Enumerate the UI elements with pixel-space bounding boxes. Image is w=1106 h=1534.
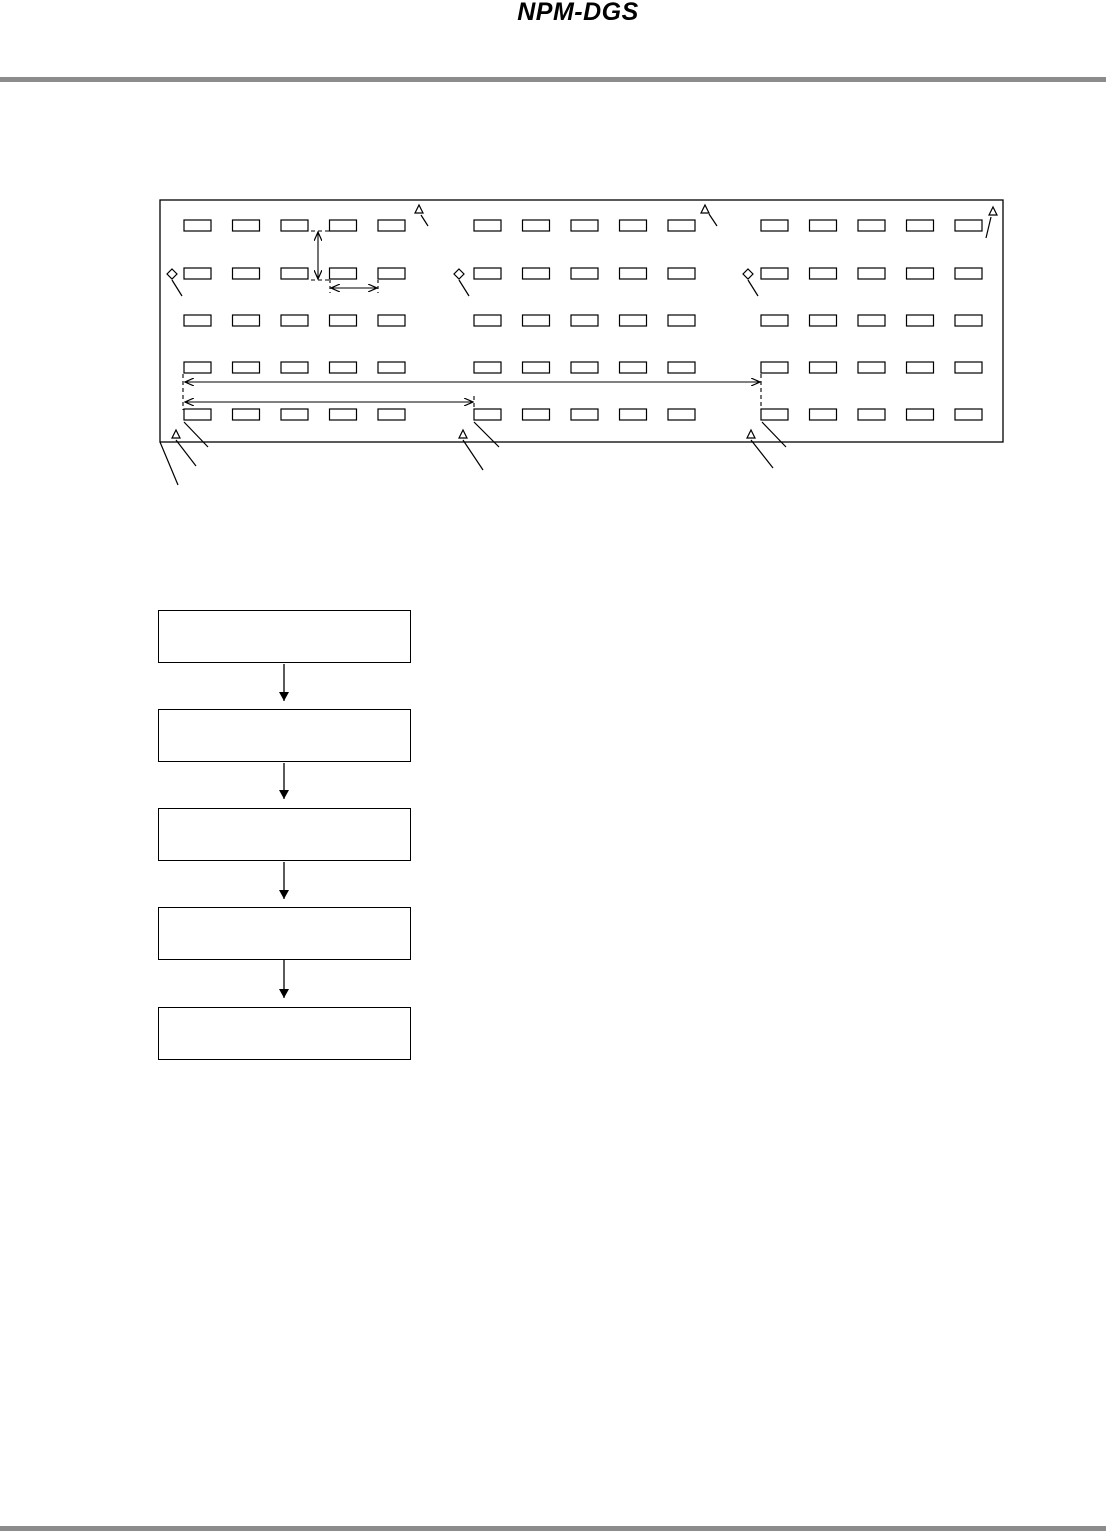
flow-step-2 bbox=[158, 709, 411, 762]
pad bbox=[378, 315, 405, 326]
pad bbox=[233, 268, 260, 279]
pad bbox=[330, 220, 357, 231]
pad bbox=[955, 315, 982, 326]
header-title: NPM-DGS bbox=[517, 0, 639, 26]
leader-line bbox=[184, 422, 208, 447]
pad bbox=[184, 362, 211, 373]
leader-line bbox=[986, 217, 991, 238]
pad bbox=[184, 220, 211, 231]
pad bbox=[620, 362, 647, 373]
leader-line bbox=[463, 440, 483, 470]
pad bbox=[330, 315, 357, 326]
pad bbox=[330, 268, 357, 279]
pad bbox=[523, 409, 550, 420]
pad bbox=[281, 362, 308, 373]
pad bbox=[281, 220, 308, 231]
pad bbox=[184, 268, 211, 279]
pad bbox=[474, 409, 501, 420]
pad bbox=[858, 409, 885, 420]
pad bbox=[858, 362, 885, 373]
leader-line bbox=[459, 280, 469, 296]
pad bbox=[620, 409, 647, 420]
leader-line bbox=[748, 280, 758, 296]
pad bbox=[378, 409, 405, 420]
pad bbox=[330, 362, 357, 373]
pad bbox=[474, 220, 501, 231]
pad bbox=[184, 409, 211, 420]
fiducial-triangle bbox=[415, 205, 423, 213]
pad bbox=[523, 315, 550, 326]
pad bbox=[620, 220, 647, 231]
pad bbox=[571, 268, 598, 279]
pad bbox=[571, 409, 598, 420]
pad bbox=[907, 315, 934, 326]
pad bbox=[761, 220, 788, 231]
fiducial-triangle bbox=[747, 430, 755, 438]
pad bbox=[858, 315, 885, 326]
pad bbox=[523, 362, 550, 373]
fiducial-triangle bbox=[459, 430, 467, 438]
pad bbox=[668, 220, 695, 231]
flow-step-5 bbox=[158, 1007, 411, 1060]
pad bbox=[668, 315, 695, 326]
leader-line bbox=[176, 440, 196, 466]
pad bbox=[761, 362, 788, 373]
leader-line bbox=[474, 422, 499, 447]
pad bbox=[571, 362, 598, 373]
pad bbox=[281, 409, 308, 420]
pad bbox=[523, 220, 550, 231]
pad bbox=[571, 315, 598, 326]
pad bbox=[378, 362, 405, 373]
pad bbox=[474, 268, 501, 279]
flow-step-3 bbox=[158, 808, 411, 861]
pad bbox=[620, 315, 647, 326]
pad bbox=[233, 409, 260, 420]
fiducial-triangle bbox=[172, 430, 180, 438]
pad bbox=[761, 315, 788, 326]
pad bbox=[620, 268, 647, 279]
flow-step-1 bbox=[158, 610, 411, 663]
pad bbox=[858, 220, 885, 231]
leader-line bbox=[421, 215, 428, 226]
pad bbox=[281, 268, 308, 279]
dimension-lines bbox=[183, 231, 761, 410]
pad bbox=[523, 268, 550, 279]
leader-line bbox=[160, 442, 178, 485]
pad bbox=[184, 315, 211, 326]
pad bbox=[907, 409, 934, 420]
pad bbox=[858, 268, 885, 279]
pad bbox=[474, 315, 501, 326]
pad bbox=[233, 220, 260, 231]
leader-line bbox=[709, 214, 717, 226]
fiducial-triangle bbox=[989, 207, 997, 215]
pad bbox=[907, 268, 934, 279]
pad-grid bbox=[184, 220, 982, 420]
fiducial-marks bbox=[160, 205, 997, 485]
leader-line bbox=[172, 280, 182, 296]
pad bbox=[810, 315, 837, 326]
leader-line bbox=[762, 422, 786, 447]
pad bbox=[233, 315, 260, 326]
panel-outline bbox=[160, 200, 1003, 442]
pad bbox=[233, 362, 260, 373]
pad bbox=[955, 362, 982, 373]
pad bbox=[955, 220, 982, 231]
pad bbox=[668, 268, 695, 279]
pad bbox=[668, 409, 695, 420]
pad bbox=[955, 268, 982, 279]
pad bbox=[810, 268, 837, 279]
leader-line bbox=[751, 440, 773, 468]
footer-rule bbox=[0, 1526, 1106, 1531]
pad bbox=[810, 362, 837, 373]
pad bbox=[907, 362, 934, 373]
pad bbox=[810, 409, 837, 420]
fiducial-triangle bbox=[701, 205, 709, 213]
pad bbox=[330, 409, 357, 420]
pad bbox=[761, 268, 788, 279]
pad bbox=[810, 220, 837, 231]
pad bbox=[761, 409, 788, 420]
fiducial-diamond bbox=[454, 269, 464, 279]
pad bbox=[378, 220, 405, 231]
pad bbox=[668, 362, 695, 373]
pad bbox=[907, 220, 934, 231]
pad bbox=[281, 315, 308, 326]
pad bbox=[955, 409, 982, 420]
pad bbox=[474, 362, 501, 373]
pad bbox=[378, 268, 405, 279]
pad bbox=[571, 220, 598, 231]
fiducial-diamond bbox=[743, 269, 753, 279]
flow-step-4 bbox=[158, 907, 411, 960]
fiducial-diamond bbox=[167, 269, 177, 279]
